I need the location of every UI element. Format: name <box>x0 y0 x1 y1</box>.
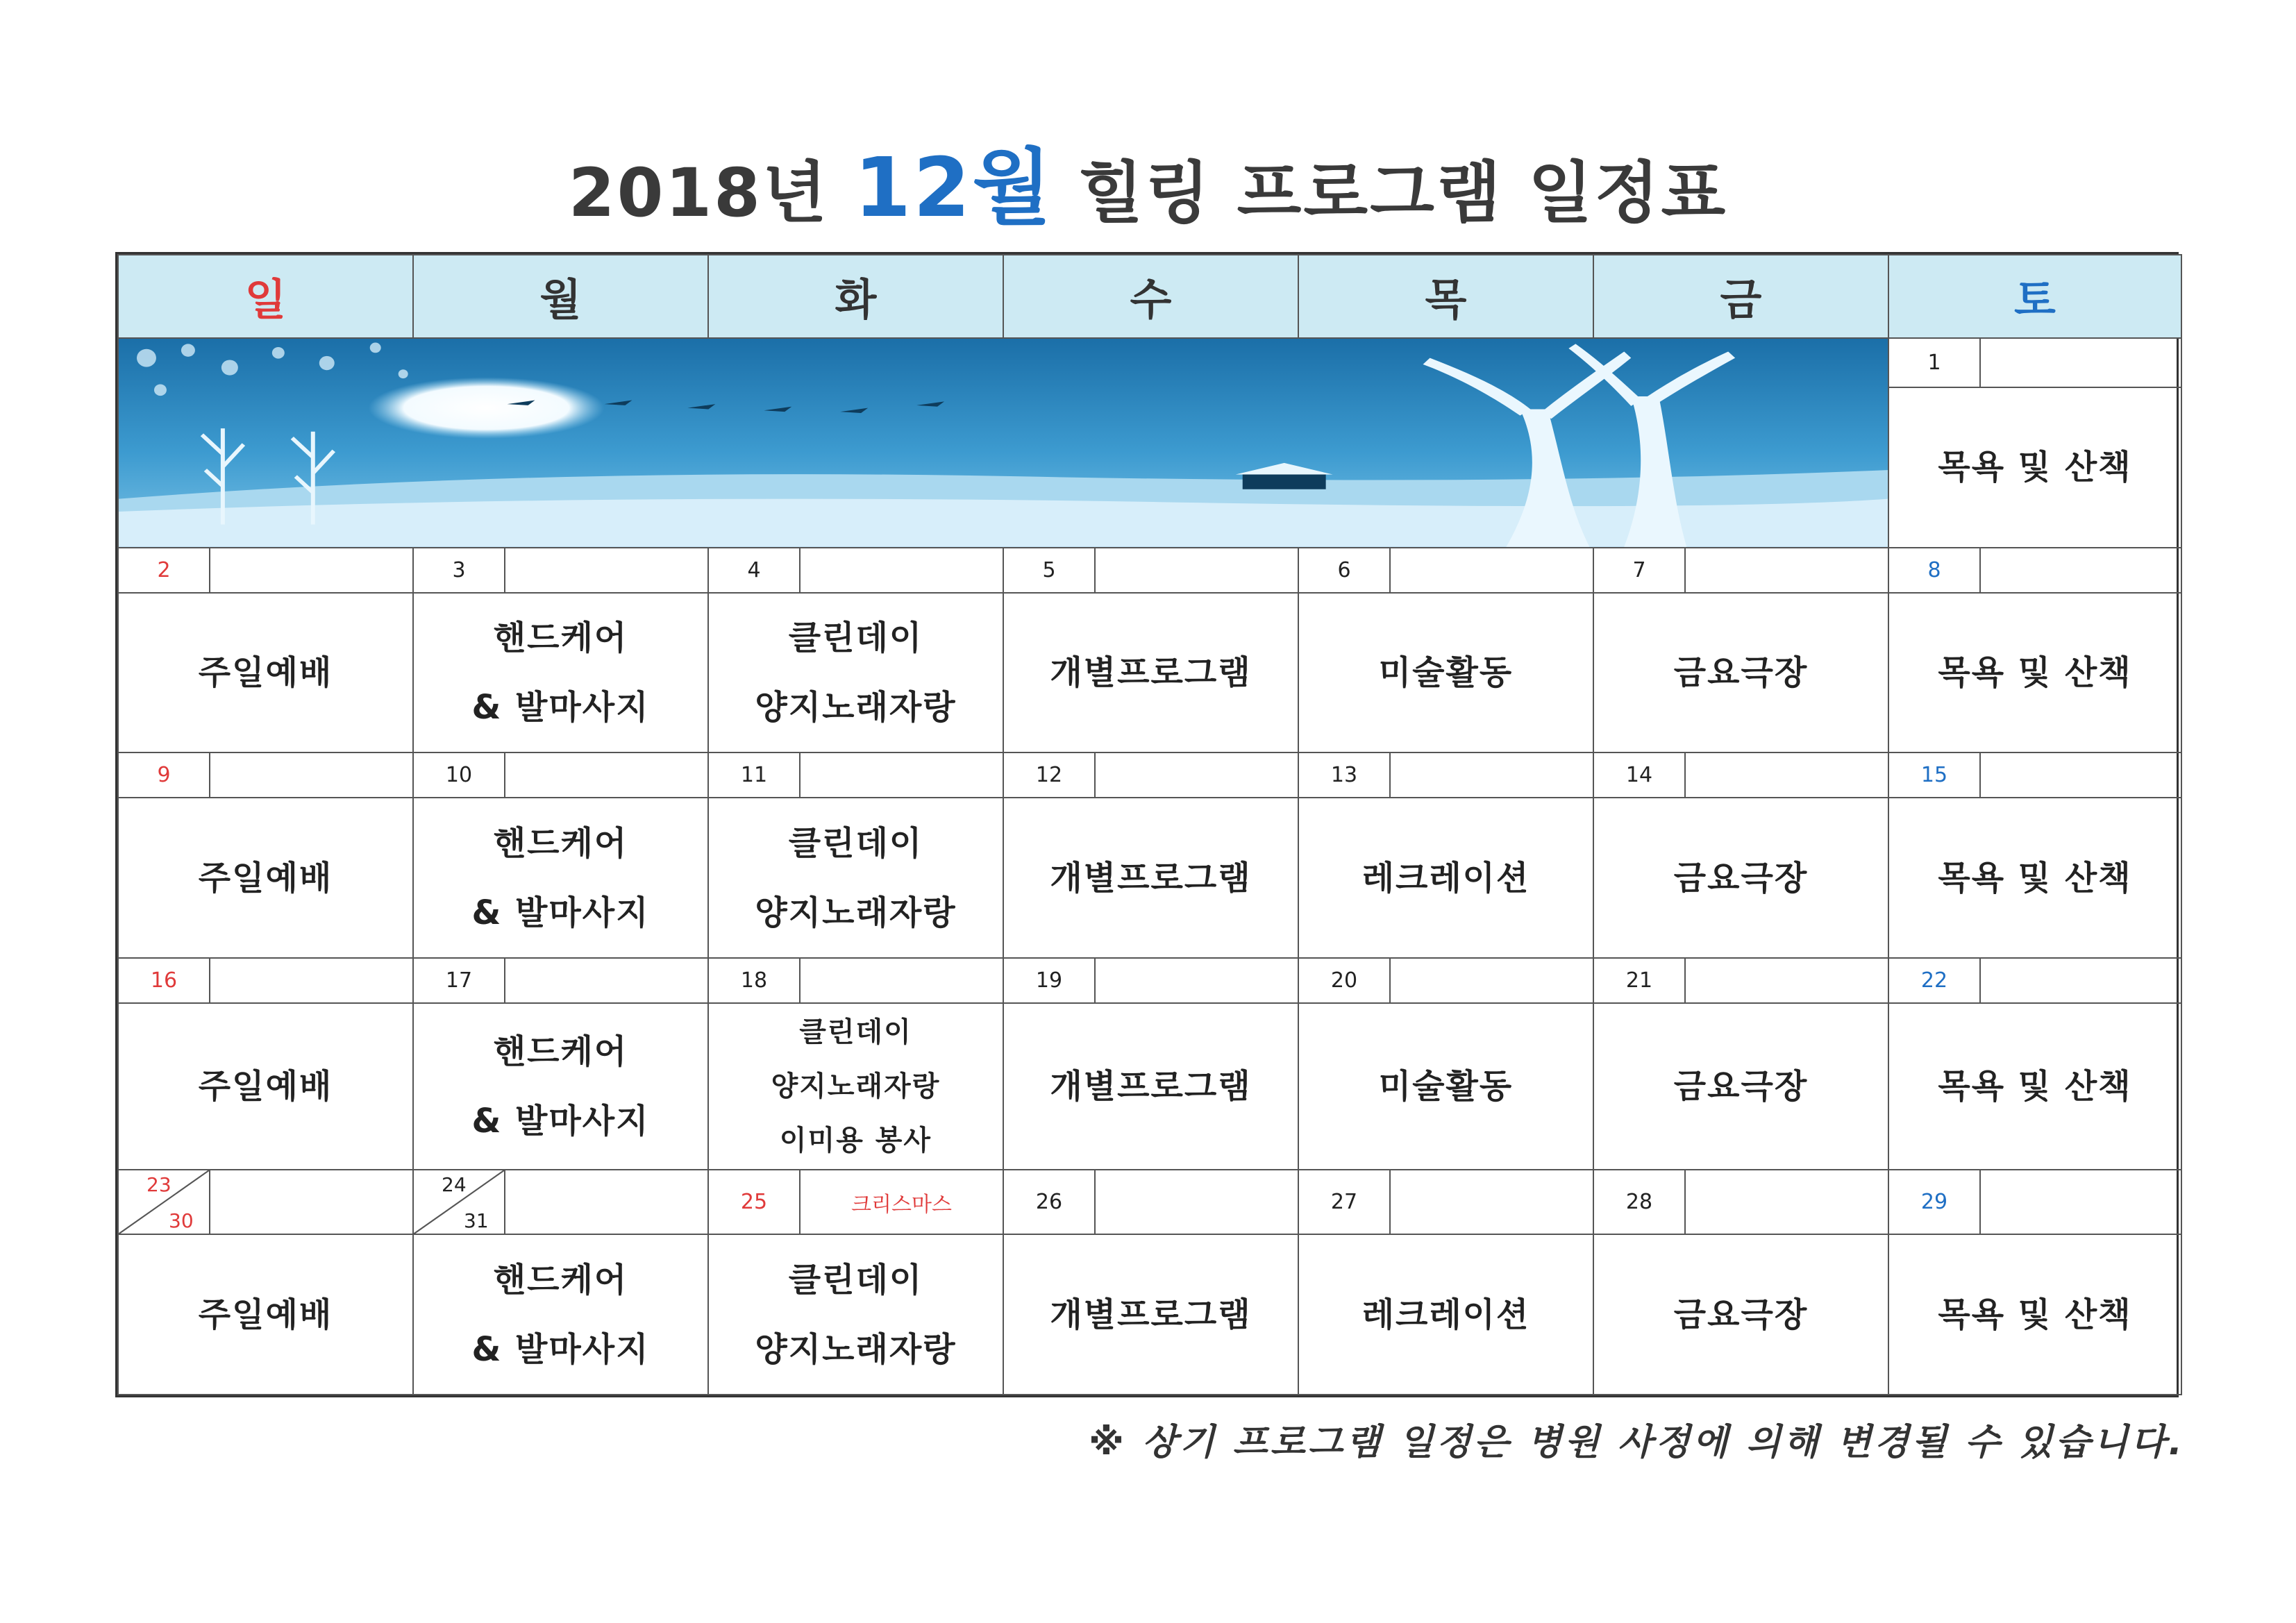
day-cell <box>1003 958 1298 1003</box>
footnote: ※ 상기 프로그램 일정은 병원 사정에 의해 변경될 수 있습니다. <box>1089 1422 2185 1463</box>
split-day-number <box>119 1170 210 1234</box>
day-number: 21 <box>1594 959 1686 1002</box>
day-cell <box>1888 548 2181 593</box>
activity-cell-fri <box>1593 593 1888 753</box>
activity-line: & 발마사지 <box>471 1101 650 1141</box>
activity-text: 목욕 및 산책 <box>1938 653 2132 692</box>
day-cell <box>1298 752 1593 798</box>
day-cell <box>1003 752 1298 798</box>
activity-cell-wed <box>1003 798 1298 958</box>
day-number: 13 <box>1299 753 1391 797</box>
split-day-number <box>414 1170 505 1234</box>
activity-cell-sun <box>118 1003 413 1170</box>
day-cell <box>1298 548 1593 593</box>
activity-cell-mon <box>413 593 708 753</box>
activity-text: 미술활동 <box>1378 1066 1514 1106</box>
day-cell <box>1298 958 1593 1003</box>
day-number: 31 <box>464 1209 489 1233</box>
title-rest: 힐링 프로그램 일정표 <box>1053 154 1728 232</box>
day-cell <box>1593 548 1888 593</box>
day-number: 1 <box>1889 339 1981 387</box>
day-number: 20 <box>1299 959 1391 1002</box>
day-cell <box>708 958 1003 1003</box>
day-number: 27 <box>1299 1170 1391 1234</box>
day-number: 14 <box>1594 753 1686 797</box>
activity-cell-fri <box>1593 798 1888 958</box>
activity-cell-wed <box>1003 1234 1298 1395</box>
activity-text: 목욕 및 산책 <box>1938 858 2132 898</box>
activity-line: 양지노래자랑 <box>755 1329 957 1369</box>
activity-line: 양지노래자랑 <box>771 1070 941 1102</box>
day-cell <box>413 1170 708 1234</box>
activity-text: 미술활동 <box>1378 653 1514 692</box>
day-cell <box>1888 1170 2181 1234</box>
activity-line: 양지노래자랑 <box>755 687 957 727</box>
day-number: 11 <box>709 753 801 797</box>
weekday-thu: 목 <box>1298 255 1593 338</box>
activity-cell-thu <box>1298 1003 1593 1170</box>
weekday-wed: 수 <box>1003 255 1298 338</box>
activity-cell-thu <box>1298 593 1593 753</box>
activity-line: 클린데이 <box>799 1016 912 1048</box>
day-number: 6 <box>1299 548 1391 592</box>
activity-cell-sat <box>1888 1003 2181 1170</box>
day-cell <box>1593 1170 1888 1234</box>
activity-cell-sun <box>118 1234 413 1395</box>
day-cell <box>1888 958 2181 1003</box>
activity-text: 개별프로그램 <box>1050 858 1252 898</box>
day-number: 28 <box>1594 1170 1686 1234</box>
activity-text: 주일예배 <box>198 1066 333 1106</box>
activity-cell-mon <box>413 798 708 958</box>
weekday-sun: 일 <box>118 255 413 338</box>
activity-cell-tue <box>708 1234 1003 1395</box>
activity-cell-sun <box>118 593 413 753</box>
activity-cell-wed <box>1003 1003 1298 1170</box>
day-number: 3 <box>414 548 505 592</box>
activity-text: 주일예배 <box>198 1295 333 1334</box>
day-number: 10 <box>414 753 505 797</box>
calendar-table <box>115 252 2179 1397</box>
day-number: 29 <box>1889 1170 1981 1234</box>
activity-text: 개별프로그램 <box>1050 653 1252 692</box>
activity-text: 주일예배 <box>198 653 333 692</box>
day-number: 9 <box>119 753 210 797</box>
activity-cell-tue <box>708 593 1003 753</box>
day-cell <box>1298 1170 1593 1234</box>
activity-text: 금요극장 <box>1673 1295 1809 1334</box>
day-cell <box>413 548 708 593</box>
day-number: 24 <box>442 1172 467 1196</box>
winter-landscape-icon <box>119 339 1888 547</box>
activity-cell-thu <box>1298 798 1593 958</box>
activity-cell-thu <box>1298 1234 1593 1395</box>
activity-cell-sat <box>1888 798 2181 958</box>
activity-cell-fri <box>1593 1234 1888 1395</box>
day-cell <box>118 548 413 593</box>
activity-line: & 발마사지 <box>471 893 650 932</box>
day-number: 12 <box>1004 753 1096 797</box>
activity-line: 핸드케어 <box>493 618 628 657</box>
activity-cell-sun <box>118 798 413 958</box>
activity-text: 개별프로그램 <box>1050 1295 1252 1334</box>
day-cell <box>1888 752 2181 798</box>
day-number: 15 <box>1889 753 1981 797</box>
activity-text: 레크레이션 <box>1361 1295 1530 1334</box>
day-cell <box>708 752 1003 798</box>
day-number: 19 <box>1004 959 1096 1002</box>
activity-line: & 발마사지 <box>471 1329 650 1369</box>
holiday-note: 크리스마스 <box>851 1192 952 1217</box>
activity-text: 목욕 및 산책 <box>1938 448 2132 487</box>
day-cell <box>118 958 413 1003</box>
day-cell <box>118 752 413 798</box>
day-number: 7 <box>1594 548 1686 592</box>
day-number: 23 <box>146 1172 171 1196</box>
day-cell <box>413 958 708 1003</box>
page-title <box>0 121 2296 239</box>
day-number: 22 <box>1889 959 1981 1002</box>
winter-landscape-banner <box>118 338 1888 548</box>
activity-cell-mon <box>413 1003 708 1170</box>
activity-line: 양지노래자랑 <box>755 893 957 932</box>
day-cell <box>413 752 708 798</box>
day-cell <box>708 548 1003 593</box>
day-number: 18 <box>709 959 801 1002</box>
weekday-fri: 금 <box>1593 255 1888 338</box>
day-cell <box>1593 958 1888 1003</box>
activity-cell-sat <box>1888 1234 2181 1395</box>
activity-cell-fri <box>1593 1003 1888 1170</box>
day-number: 16 <box>119 959 210 1002</box>
activity-line: 클린데이 <box>788 1260 923 1300</box>
day-number: 8 <box>1889 548 1981 592</box>
weekday-mon: 월 <box>413 255 708 338</box>
day-cell <box>1003 1170 1298 1234</box>
activity-line: 클린데이 <box>788 618 923 657</box>
day-number: 5 <box>1004 548 1096 592</box>
activity-cell-tue <box>708 1003 1003 1170</box>
activity-text: 목욕 및 산책 <box>1938 1066 2132 1106</box>
activity-cell-sat <box>1888 387 2181 548</box>
day-cell <box>1003 548 1298 593</box>
title-month: 12월 <box>854 140 1054 235</box>
activity-text: 레크레이션 <box>1361 858 1530 898</box>
activity-text: 금요극장 <box>1673 653 1809 692</box>
day-number: 25 <box>709 1170 801 1234</box>
day-number: 2 <box>119 548 210 592</box>
day-number: 30 <box>169 1209 194 1233</box>
activity-line: 이미용 봉사 <box>779 1124 932 1157</box>
day-cell <box>1593 752 1888 798</box>
day-number: 17 <box>414 959 505 1002</box>
activity-text: 개별프로그램 <box>1050 1066 1252 1106</box>
activity-line: 클린데이 <box>788 823 923 863</box>
activity-text: 목욕 및 산책 <box>1938 1295 2132 1334</box>
activity-text: 주일예배 <box>198 858 333 898</box>
weekday-sat: 토 <box>1888 255 2181 338</box>
activity-cell-wed <box>1003 593 1298 753</box>
activity-text: 금요극장 <box>1673 858 1809 898</box>
activity-text: 금요극장 <box>1673 1066 1809 1106</box>
day-cell <box>1888 338 2181 387</box>
activity-cell-mon <box>413 1234 708 1395</box>
activity-line: 핸드케어 <box>493 1032 628 1071</box>
weekday-header-row <box>118 255 2181 338</box>
activity-line: 핸드케어 <box>493 823 628 863</box>
day-number: 4 <box>709 548 801 592</box>
title-year: 2018년 <box>568 154 855 232</box>
activity-line: & 발마사지 <box>471 687 650 727</box>
weekday-tue: 화 <box>708 255 1003 338</box>
day-number: 26 <box>1004 1170 1096 1234</box>
activity-cell-sat <box>1888 593 2181 753</box>
activity-line: 핸드케어 <box>493 1260 628 1300</box>
activity-cell-tue <box>708 798 1003 958</box>
day-cell <box>118 1170 413 1234</box>
day-cell <box>708 1170 1003 1234</box>
